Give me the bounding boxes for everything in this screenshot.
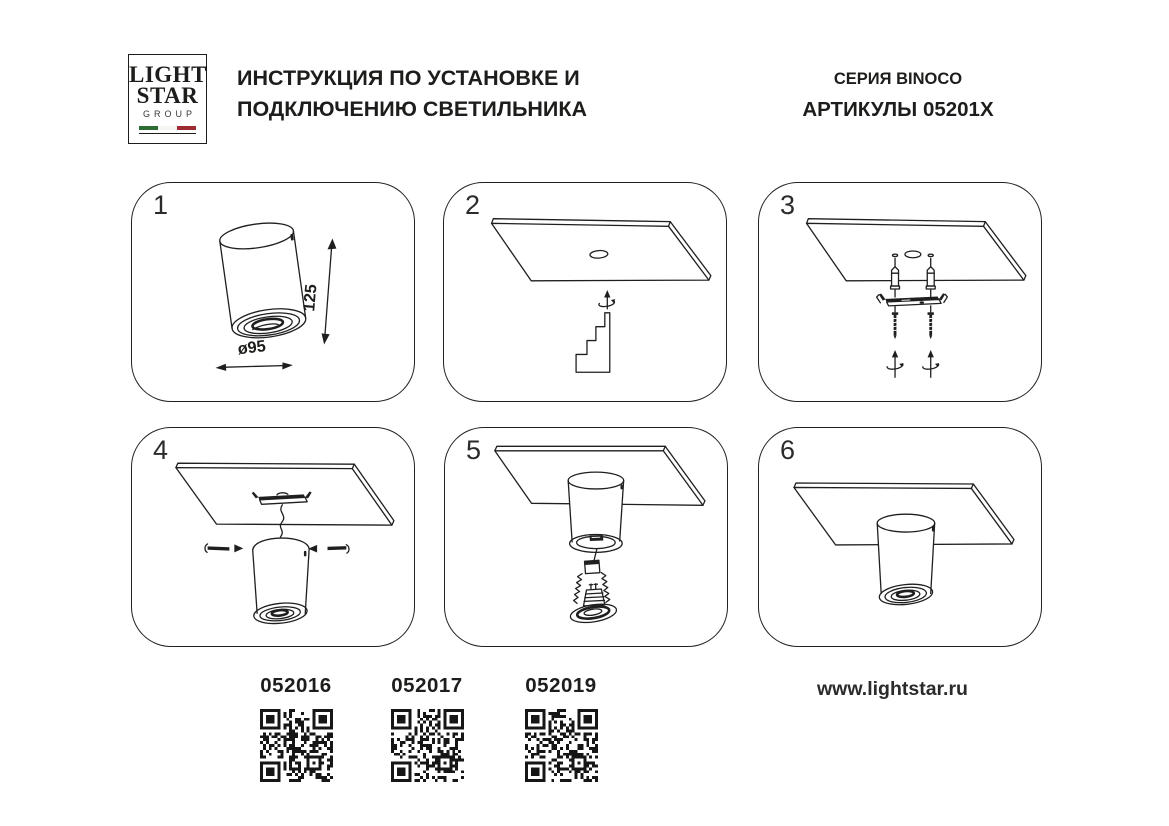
step-number: 5: [466, 435, 482, 465]
step-number: 4: [153, 435, 169, 465]
dim-diameter-label: ø95: [236, 337, 267, 359]
mounting-bracket-drawing: [759, 183, 1041, 401]
step-panel-5: [444, 427, 728, 647]
article-column: [505, 674, 617, 782]
installed-fixture-drawing: [759, 428, 1041, 646]
step-panel-2: [443, 182, 727, 402]
logo-word-light: LIGHT: [129, 62, 207, 87]
drill-ceiling-drawing: [444, 183, 726, 401]
step-number: 3: [780, 190, 796, 220]
article-code: 052017: [391, 674, 463, 697]
lightstar-logo: [128, 54, 207, 144]
article-code: 052019: [525, 674, 597, 697]
attach-body-drawing: [132, 428, 414, 646]
step-number: 1: [153, 190, 169, 220]
qr-code: [525, 709, 598, 782]
logo-word-group: GROUP: [142, 109, 196, 119]
article-code: 052016: [260, 674, 332, 697]
article-column: [371, 674, 483, 782]
fixture-dimensions-drawing: [132, 183, 414, 401]
step-number: 6: [780, 435, 796, 465]
series-block: [748, 70, 1048, 122]
page-title: [237, 63, 587, 125]
qr-code: [260, 709, 333, 782]
articles-label: АРТИКУЛЫ 05201X: [802, 98, 994, 121]
flag-underline: [139, 133, 196, 135]
website-url: www.lightstar.ru: [817, 678, 968, 700]
logo-word-star: STAR: [136, 83, 199, 108]
step-panel-3: [758, 182, 1042, 402]
step-panel-1: [131, 182, 415, 402]
qr-code: [391, 709, 464, 782]
insert-lamp-drawing: [445, 428, 727, 646]
step-panel-4: [131, 427, 415, 647]
article-column: [240, 674, 352, 782]
italian-flag-stripe: [139, 126, 196, 130]
dim-height-label: 125: [300, 283, 321, 313]
step-panel-6: [758, 427, 1042, 647]
step-number: 2: [465, 190, 481, 220]
series-label: СЕРИЯ BINOCO: [833, 70, 963, 88]
title-line-2: ПОДКЛЮЧЕНИЮ СВЕТИЛЬНИКА: [237, 97, 588, 121]
title-line-1: ИНСТРУКЦИЯ ПО УСТАНОВКЕ И: [237, 66, 580, 90]
